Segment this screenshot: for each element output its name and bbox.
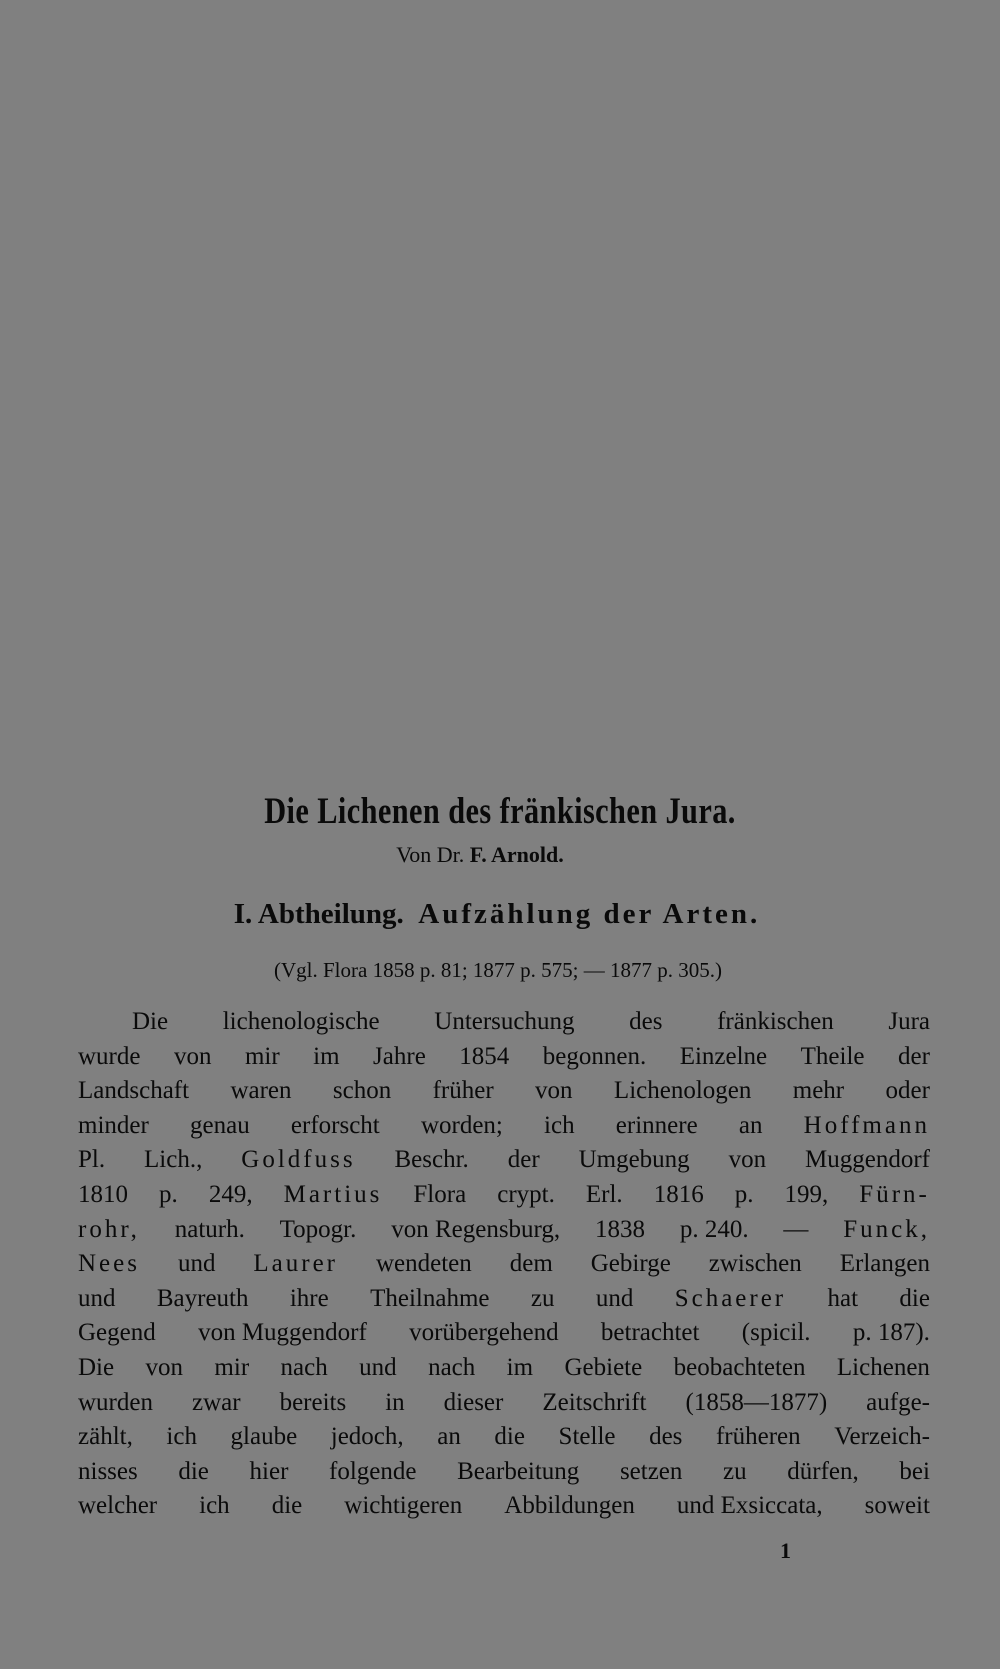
text-word: dieser bbox=[443, 1388, 504, 1416]
text-word: begonnen. bbox=[542, 1042, 647, 1070]
text-line bbox=[78, 1074, 930, 1109]
text-word: an bbox=[738, 1111, 763, 1139]
text-word: nisses bbox=[78, 1457, 138, 1485]
text-word: folgende bbox=[329, 1457, 417, 1485]
text-word: zu bbox=[723, 1457, 747, 1485]
text-word: die bbox=[271, 1492, 303, 1520]
text-word: wurde bbox=[78, 1042, 141, 1070]
text-word: früheren bbox=[715, 1423, 801, 1451]
text-word: jedoch, bbox=[330, 1423, 404, 1451]
text-line bbox=[78, 1109, 930, 1144]
text-word: worden; bbox=[420, 1111, 503, 1139]
document-title: Die Lichenen des fränkischen Jura. bbox=[264, 791, 736, 832]
text-line bbox=[78, 1386, 930, 1421]
text-word: die bbox=[178, 1457, 209, 1485]
text-word: zwischen bbox=[708, 1250, 802, 1278]
text-word: an bbox=[437, 1423, 461, 1451]
text-word: Zeitschrift bbox=[542, 1388, 647, 1416]
text-word: Bearbeitung bbox=[457, 1457, 580, 1485]
text-word: Nees bbox=[78, 1250, 140, 1278]
text-word: früher bbox=[432, 1077, 494, 1105]
text-word: Beschr. bbox=[394, 1146, 469, 1174]
text-word: (1858—1877) bbox=[685, 1388, 828, 1416]
text-word: ich bbox=[544, 1111, 575, 1139]
text-word: bereits bbox=[279, 1388, 347, 1416]
section-heading bbox=[0, 898, 997, 931]
text-word: Verzeich- bbox=[834, 1423, 930, 1451]
text-word: im bbox=[506, 1353, 534, 1381]
text-word: Lich., bbox=[144, 1146, 203, 1174]
text-word: Topogr. bbox=[279, 1215, 357, 1243]
text-word: Theile bbox=[800, 1042, 865, 1070]
text-word: welcher bbox=[78, 1492, 158, 1520]
text-word: vorübergehend bbox=[409, 1319, 559, 1347]
text-word: oder bbox=[885, 1077, 930, 1105]
text-word: 199, bbox=[784, 1180, 829, 1208]
text-word: von bbox=[173, 1042, 212, 1070]
text-word: von bbox=[728, 1146, 767, 1174]
text-word: wurden bbox=[78, 1388, 153, 1416]
text-word: Goldfuss bbox=[241, 1146, 356, 1174]
text-line bbox=[78, 1420, 930, 1455]
text-word: wichtigeren bbox=[344, 1492, 463, 1520]
text-word: ihre bbox=[289, 1284, 329, 1312]
text-word: die bbox=[494, 1423, 525, 1451]
text-word: Abbildungen bbox=[504, 1492, 635, 1520]
text-word: und bbox=[177, 1250, 216, 1278]
text-word: bei bbox=[899, 1457, 930, 1485]
text-word: des bbox=[649, 1423, 683, 1451]
text-word: Jura bbox=[888, 1008, 930, 1035]
text-word: hier bbox=[249, 1457, 289, 1485]
text-word: des bbox=[629, 1008, 663, 1035]
text-word: Umgebung bbox=[578, 1146, 690, 1174]
text-word: Flora bbox=[413, 1180, 467, 1208]
text-word: naturh. bbox=[174, 1215, 245, 1243]
text-word: Fürn- bbox=[859, 1180, 930, 1208]
text-word: lichenologische bbox=[222, 1008, 380, 1035]
text-word: Erlangen bbox=[839, 1250, 930, 1278]
text-word: aufge- bbox=[866, 1388, 930, 1416]
references-line: (Vgl. Flora 1858 p. 81; 1877 p. 575; — 1877 p. 305.) bbox=[274, 958, 722, 982]
text-word: crypt. bbox=[497, 1180, 555, 1208]
text-word: und bbox=[359, 1353, 397, 1381]
text-line bbox=[78, 1282, 930, 1317]
text-word: Funck, bbox=[843, 1215, 930, 1243]
text-word: genau bbox=[190, 1111, 250, 1139]
text-word: Hoffmann bbox=[803, 1111, 930, 1139]
text-line bbox=[78, 1143, 930, 1178]
text-line bbox=[78, 1213, 930, 1248]
text-word: Pl. bbox=[78, 1146, 106, 1174]
author-line bbox=[0, 842, 980, 868]
text-word: ich bbox=[166, 1423, 197, 1451]
text-line bbox=[78, 1489, 930, 1524]
text-line bbox=[78, 1455, 930, 1490]
text-word: Untersuchung bbox=[434, 1008, 575, 1035]
text-word: Gebiete bbox=[564, 1353, 643, 1381]
text-word: von bbox=[535, 1077, 573, 1105]
text-word: von Regensburg, bbox=[391, 1215, 561, 1243]
text-word: 1854 bbox=[459, 1042, 510, 1070]
text-word: Lichenologen bbox=[613, 1077, 752, 1105]
text-word: nach bbox=[280, 1353, 328, 1381]
text-line bbox=[78, 1178, 930, 1213]
text-word: p. bbox=[159, 1180, 178, 1208]
text-word: Martius bbox=[283, 1180, 383, 1208]
text-word: Muggendorf bbox=[805, 1146, 930, 1174]
text-word: zu bbox=[530, 1284, 555, 1312]
section-title: Aufzählung der Arten. bbox=[418, 898, 761, 930]
text-word: Jahre bbox=[373, 1042, 426, 1070]
text-word: von bbox=[145, 1353, 184, 1381]
text-word: p. 187). bbox=[852, 1319, 930, 1347]
text-word: Gegend bbox=[78, 1319, 156, 1347]
text-word: 249, bbox=[208, 1180, 253, 1208]
author-name: F. Arnold. bbox=[469, 842, 564, 867]
text-line bbox=[78, 1040, 930, 1075]
text-word: im bbox=[313, 1042, 340, 1070]
text-word: und Exsiccata, bbox=[676, 1492, 823, 1520]
text-word: die bbox=[899, 1284, 930, 1312]
text-word: zwar bbox=[191, 1388, 241, 1416]
text-word: und bbox=[78, 1284, 116, 1312]
text-word: betrachtet bbox=[600, 1319, 700, 1347]
text-word: erforscht bbox=[290, 1111, 380, 1139]
text-word: p. 240. bbox=[679, 1215, 749, 1243]
text-word: Theilnahme bbox=[370, 1284, 490, 1312]
page-number: 1 bbox=[780, 1538, 791, 1563]
text-word: zählt, bbox=[78, 1423, 133, 1451]
text-word: nach bbox=[428, 1353, 476, 1381]
text-word: 1810 bbox=[78, 1180, 128, 1208]
text-word: Einzelne bbox=[679, 1042, 768, 1070]
text-word: glaube bbox=[230, 1423, 298, 1451]
body-paragraph bbox=[78, 1005, 930, 1524]
text-word: der bbox=[897, 1042, 930, 1070]
author-prefix: Von Dr. bbox=[396, 842, 465, 867]
text-word: rohr, bbox=[78, 1215, 140, 1243]
text-line bbox=[78, 1351, 930, 1386]
text-word: Lichenen bbox=[836, 1353, 930, 1381]
text-word: wendeten bbox=[375, 1250, 472, 1278]
text-word: schon bbox=[332, 1077, 392, 1105]
text-word: dem bbox=[509, 1250, 553, 1278]
text-word: — bbox=[783, 1215, 809, 1243]
text-word: dürfen, bbox=[787, 1457, 859, 1485]
section-number: I. Abtheilung. bbox=[233, 898, 404, 930]
text-word: (spicil. bbox=[741, 1319, 811, 1347]
text-word: mir bbox=[244, 1042, 280, 1070]
text-word: und bbox=[595, 1284, 634, 1312]
text-word: Laurer bbox=[253, 1250, 339, 1278]
text-word: Die bbox=[132, 1008, 169, 1035]
text-word: Bayreuth bbox=[156, 1284, 249, 1312]
text-word: minder bbox=[78, 1111, 149, 1139]
text-word: 1816 bbox=[653, 1180, 704, 1208]
text-word: Stelle bbox=[558, 1423, 616, 1451]
text-word: soweit bbox=[864, 1492, 930, 1520]
text-line bbox=[78, 1005, 930, 1040]
text-word: erinnere bbox=[615, 1111, 698, 1139]
text-word: beobachteten bbox=[673, 1353, 806, 1381]
text-word: hat bbox=[827, 1284, 859, 1312]
text-word: p. bbox=[734, 1180, 754, 1208]
text-word: der bbox=[507, 1146, 540, 1174]
text-word: fränkischen bbox=[717, 1008, 834, 1035]
text-word: Schaerer bbox=[674, 1284, 787, 1312]
text-word: von Muggendorf bbox=[198, 1319, 367, 1347]
text-word: Gebirge bbox=[590, 1250, 671, 1278]
text-line bbox=[78, 1247, 930, 1282]
text-word: mir bbox=[214, 1353, 250, 1381]
text-word: Die bbox=[78, 1353, 115, 1381]
text-word: Landschaft bbox=[78, 1077, 190, 1105]
text-word: in bbox=[385, 1388, 405, 1416]
text-word: Erl. bbox=[585, 1180, 623, 1208]
text-word: waren bbox=[230, 1077, 292, 1105]
text-word: ich bbox=[199, 1492, 230, 1520]
text-line bbox=[78, 1316, 930, 1351]
text-word: setzen bbox=[619, 1457, 683, 1485]
text-word: 1838 bbox=[595, 1215, 645, 1243]
text-word: mehr bbox=[792, 1077, 845, 1105]
